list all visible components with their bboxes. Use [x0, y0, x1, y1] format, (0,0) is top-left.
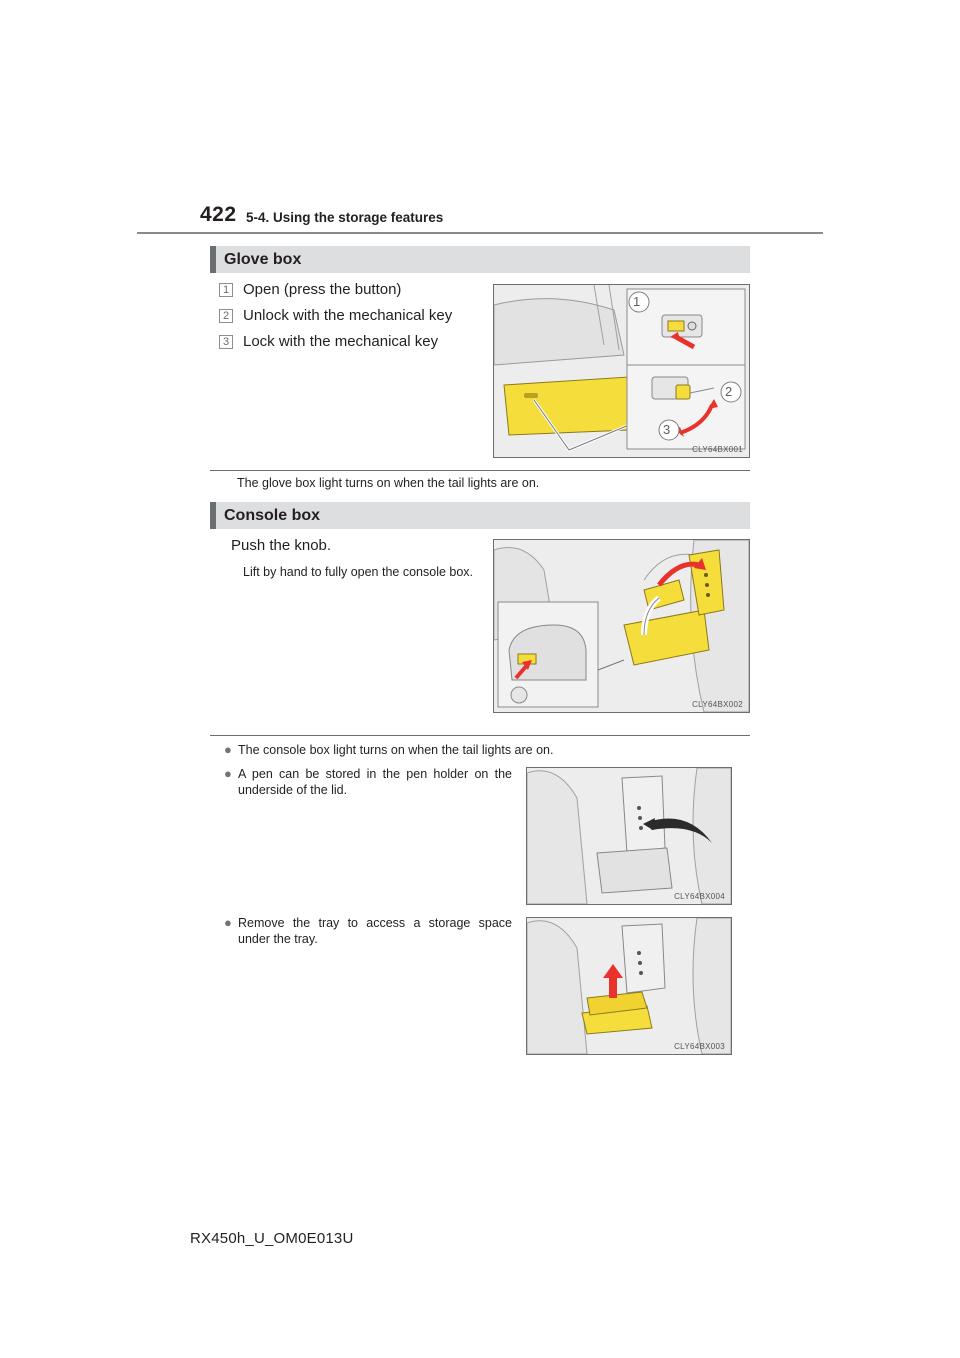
console-box-drawing — [494, 540, 749, 712]
tray-note: Remove the tray to access a storage space under the tray. — [238, 916, 512, 946]
section-title: 5-4. Using the storage features — [246, 210, 444, 225]
item-number-3: 3 — [219, 335, 233, 349]
bullet-icon: ● — [224, 742, 232, 757]
callout-3: 3 — [663, 422, 671, 437]
pen-holder-illustration — [526, 767, 732, 905]
glove-box-heading: Glove box — [210, 246, 750, 273]
header-divider — [137, 232, 823, 234]
glove-item-unlock: Unlock with the mechanical key — [243, 307, 453, 324]
figure-code: CLY64BX003 — [674, 1042, 725, 1051]
glove-box-illustration — [493, 284, 750, 458]
tray-drawing — [527, 918, 731, 1054]
item-number-1: 1 — [219, 283, 233, 297]
item-number-2: 2 — [219, 309, 233, 323]
console-sub-instruction: Lift by hand to fully open the console box. — [243, 565, 474, 579]
pen-holder-drawing — [527, 768, 731, 904]
callout-1: 1 — [633, 294, 641, 309]
figure-code: CLY64BX004 — [674, 892, 725, 901]
console-light-note: The console box light turns on when the tail lights are on. — [238, 743, 554, 757]
console-box-illustration — [493, 539, 750, 713]
console-instruction: Push the knob. — [231, 537, 332, 554]
glove-item-lock: Lock with the mechanical key — [243, 333, 439, 350]
notes-divider — [210, 735, 750, 736]
note-divider — [210, 470, 750, 471]
callout-2: 2 — [725, 384, 733, 399]
figure-code: CLY64BX001 — [692, 445, 743, 454]
pen-holder-note: A pen can be stored in the pen holder on the underside of the lid. — [238, 767, 512, 797]
page-number: 422 — [200, 203, 237, 226]
glove-item-open: Open (press the button) — [243, 281, 402, 298]
bullet-icon: ● — [224, 766, 232, 781]
figure-code: CLY64BX002 — [692, 700, 743, 709]
glove-box-note: The glove box light turns on when the tail lights are on. — [237, 476, 540, 490]
footer-model: RX450h_U_OM0E013U — [190, 1230, 354, 1247]
bullet-icon: ● — [224, 915, 232, 930]
console-box-heading: Console box — [210, 502, 750, 529]
glove-box-drawing — [494, 285, 749, 457]
tray-illustration — [526, 917, 732, 1055]
